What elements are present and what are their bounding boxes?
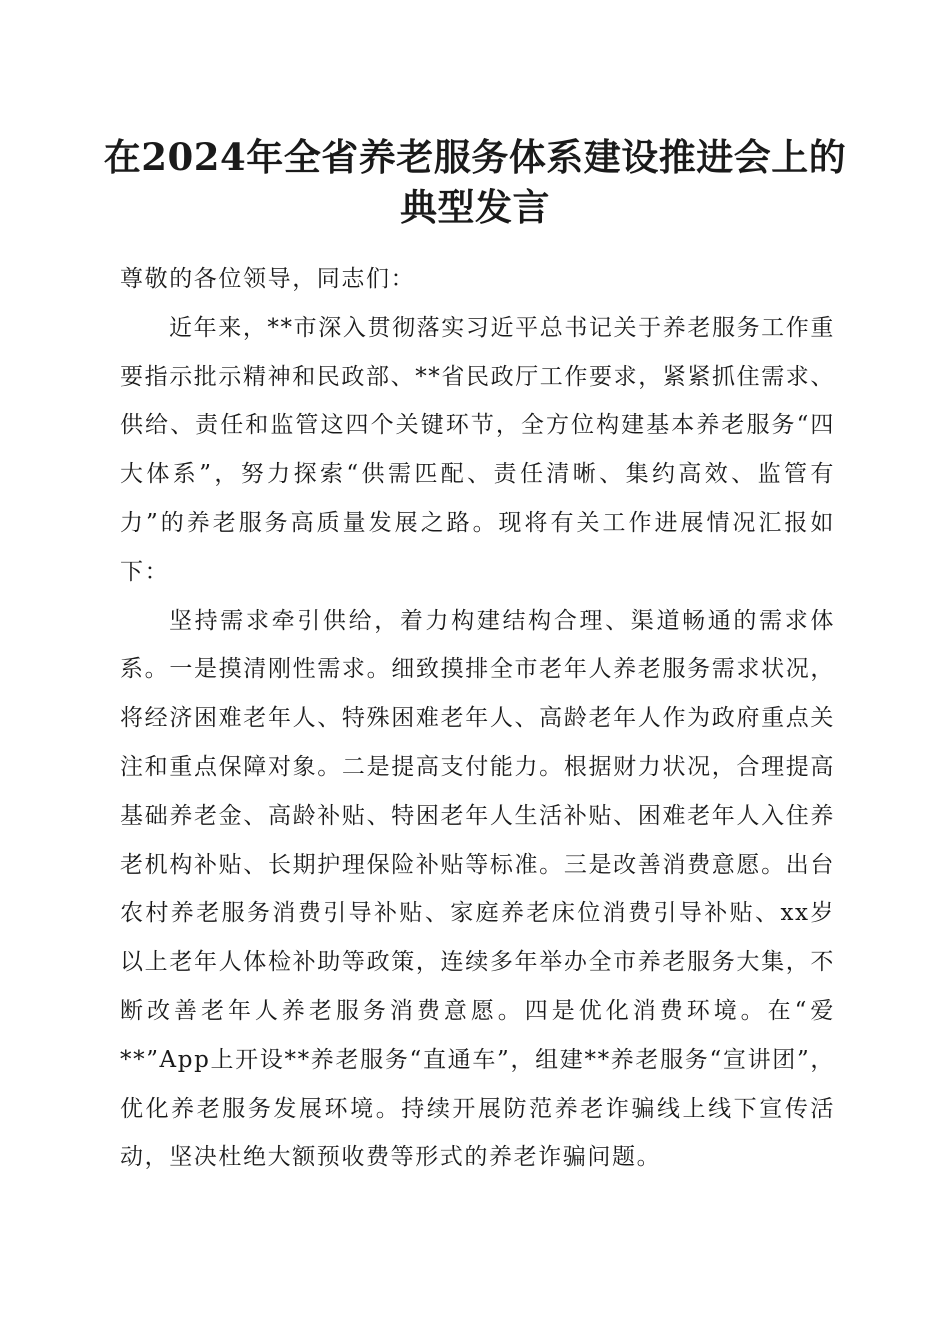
document-body bbox=[120, 255, 835, 1182]
document-title bbox=[0, 132, 950, 232]
paragraph-demand-system: 坚持需求牵引供给，着力构建结构合理、渠道畅通的需求体系。一是摸清刚性需求。细致摸排全市老年人养老服务需求状况，将经济困难老年人、特殊困难老年人、高龄老年人作为政府重点关注和重点保障对象。二是提高支付能力。根据财力状况，合理提高基础养老金、高龄补贴、特困老年人生活补贴、困难老年人入住养老机构补贴、长期护理保险补贴等标准。三是改善消费意愿。出台农村养老服务消费引导补贴、家庭养老床位消费引导补贴、xx岁以上老年人体检补助等政策，连续多年举办全市养老服务大集，不断改善老年人养老服务消费意愿。四是优化消费环境。在“爱**”App上开设**养老服务“直通车”，组建**养老服务“宣讲团”，优化养老服务发展环境。持续开展防范养老诈骗线上线下宣传活动，坚决杜绝大额预收费等形式的养老诈骗问题。 bbox=[120, 607, 835, 1171]
greeting: 尊敬的各位领导，同志们： bbox=[120, 266, 416, 292]
title-line-2: 典型发言 bbox=[400, 185, 550, 229]
paragraph-intro: 近年来，**市深入贯彻落实习近平总书记关于养老服务工作重要指示批示精神和民政部、**省民政厅工作要求，紧紧抓住需求、供给、责任和监管这四个关键环节，全方位构建基本养老服务“四大体系”，努力探索“供需匹配、责任清晰、集约高效、监管有力”的养老服务高质量发展之路。现将有关工作进展情况汇报如下： bbox=[120, 314, 835, 585]
title-line-1: 在2024年全省养老服务体系建设推进会上的 bbox=[103, 135, 847, 179]
